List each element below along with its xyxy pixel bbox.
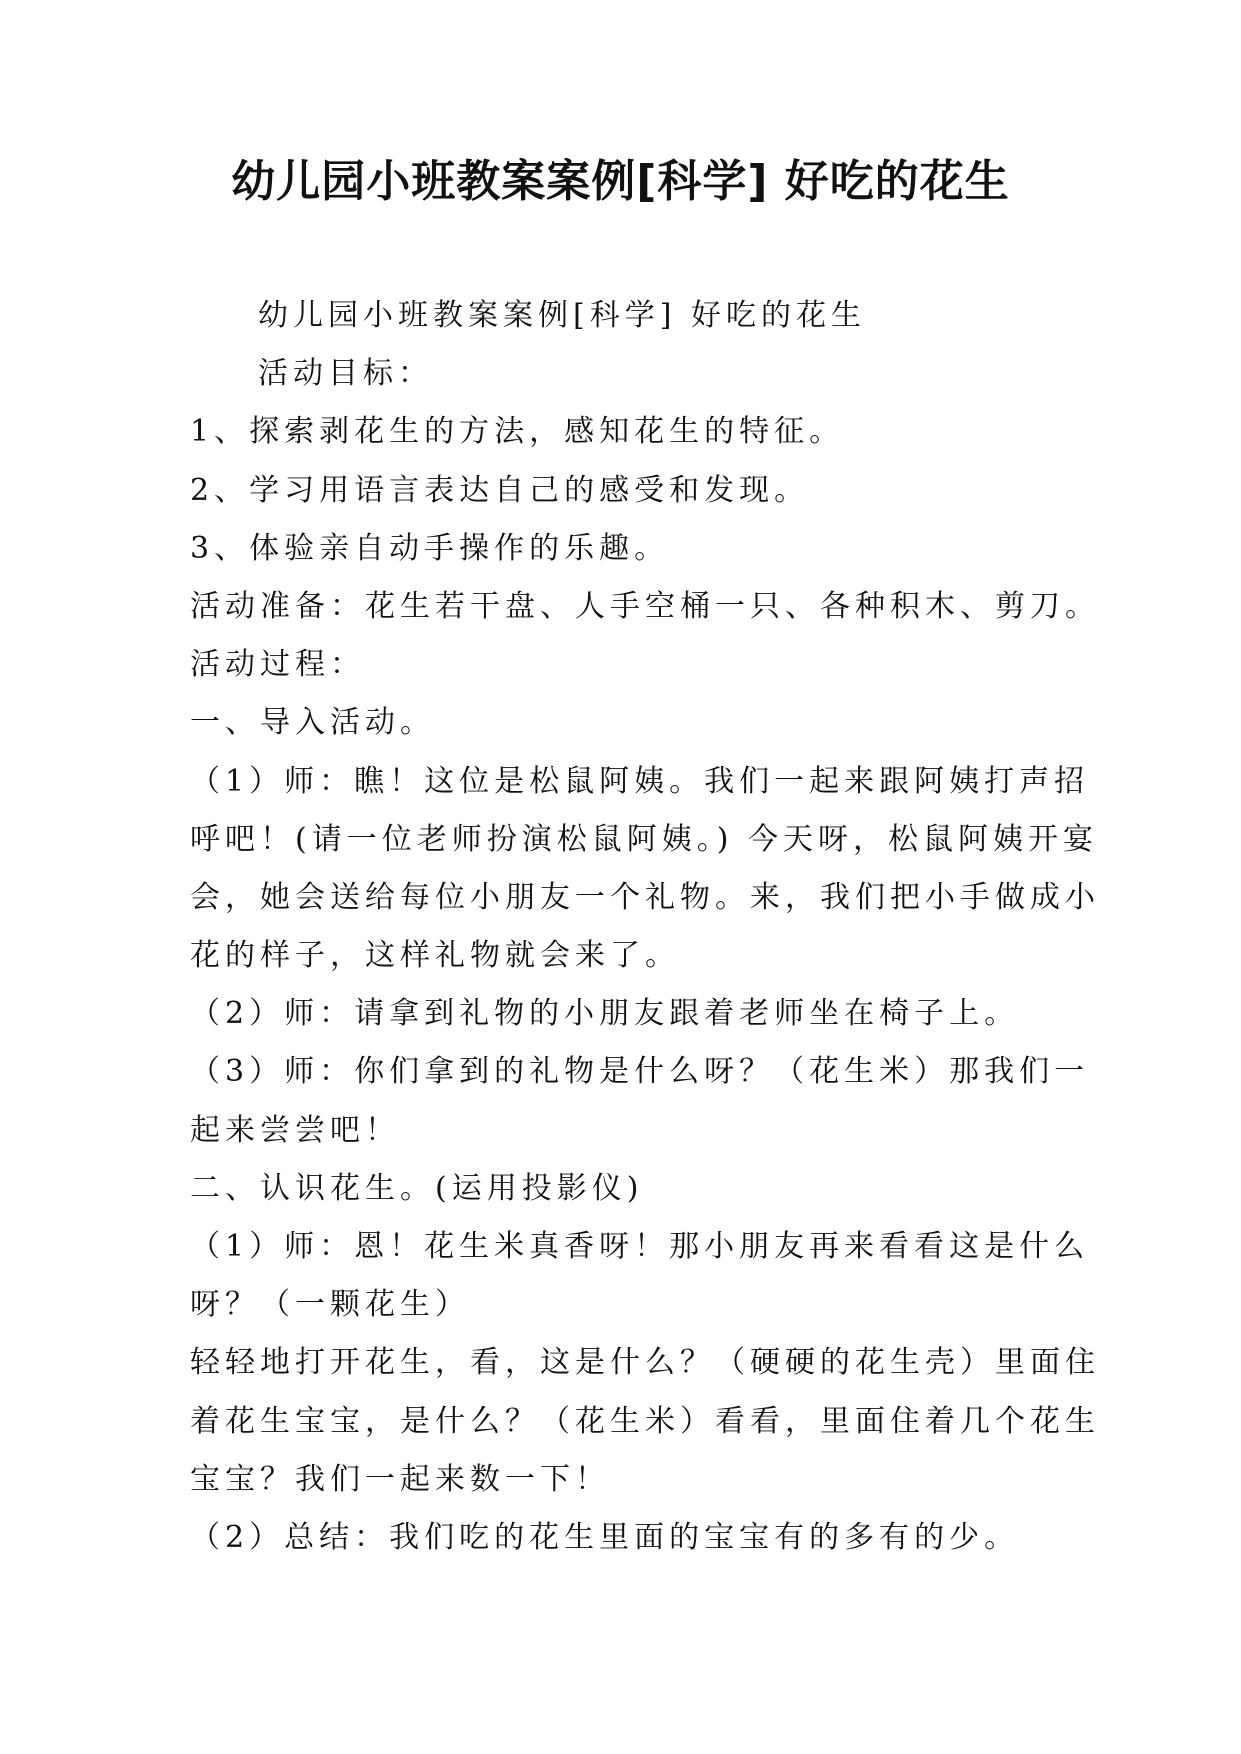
paragraph-line: 呀？（一颗花生） [190,1287,470,1323]
paragraph-line: 宝宝？我们一起来数一下！ [190,1461,610,1497]
document-title: 幼儿园小班教案案例[科学] 好吃的花生 [231,156,1010,207]
paragraph-line: （2）总结：我们吃的花生里面的宝宝有的多有的少。 [190,1519,1020,1555]
paragraph-line: （1）师：瞧！这位是松鼠阿姨。我们一起来跟阿姨打声招 [190,763,1090,799]
paragraph-line: 花的样子，这样礼物就会来了。 [190,938,680,974]
goal-item-3: 3、体验亲自动手操作的乐趣。 [190,530,670,566]
paragraph-line: （3）师：你们拿到的礼物是什么呀？（花生米）那我们一 [190,1054,1090,1090]
preparation-line: 活动准备：花生若干盘、人手空桶一只、各种积木、剪刀。 [190,588,1100,624]
paragraph-line: 起来尝尝吧！ [190,1112,400,1148]
paragraph-line: 呼吧！(请一位老师扮演松鼠阿姨。) 今天呀，松鼠阿姨开宴 [190,821,1098,857]
step-heading-2: 二、认识花生。(运用投影仪) [190,1170,644,1206]
paragraph-line: （1）师：恩！花生米真香呀！那小朋友再来看看这是什么 [190,1229,1090,1264]
paragraph-line: 轻轻地打开花生，看，这是什么？（硬硬的花生壳）里面住 [190,1345,1100,1381]
document-body [190,287,1100,1567]
goal-item-2: 2、学习用语言表达自己的感受和发现。 [190,472,810,508]
goal-item-1: 1、探索剥花生的方法，感知花生的特征。 [190,414,845,450]
paragraph-line: 会，她会送给每位小朋友一个礼物。来，我们把小手做成小 [190,879,1100,915]
section-heading-process: 活动过程： [190,647,365,683]
paragraph-line: （2）师：请拿到礼物的小朋友跟着老师坐在椅子上。 [190,996,1020,1032]
step-heading-1: 一、导入活动。 [190,705,435,741]
subtitle-line: 幼儿园小班教案案例[科学] 好吃的花生 [258,298,866,333]
section-heading-goals: 活动目标： [258,356,433,392]
paragraph-line: 着花生宝宝，是什么？（花生米）看看，里面住着几个花生 [190,1403,1100,1439]
